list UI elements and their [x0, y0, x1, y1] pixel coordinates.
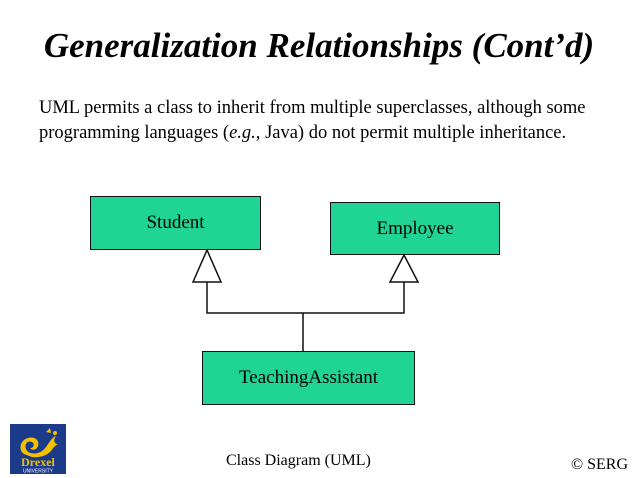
footer-caption: Class Diagram (UML): [226, 452, 371, 469]
connector-student: [207, 282, 303, 313]
connector-employee: [303, 282, 404, 313]
drexel-logo: [10, 424, 66, 474]
body-text-emphasis: e.g.,: [229, 123, 261, 143]
logo-wordmark: Drexel: [21, 455, 55, 469]
class-student[interactable]: [90, 196, 261, 250]
logo-subtitle: UNIVERSITY: [22, 468, 54, 474]
class-employee[interactable]: [330, 202, 500, 255]
class-student-label: Student: [146, 212, 205, 233]
body-text-part2: Java) do not permit multiple inheritance.: [260, 123, 567, 143]
generalization-arrowhead-student: [193, 250, 221, 282]
footer-copyright: © SERG: [570, 456, 628, 473]
class-teaching-assistant-label: TeachingAssistant: [238, 367, 379, 388]
class-teaching-assistant[interactable]: [202, 351, 415, 405]
slide-title: Generalization Relationships (Cont’d): [43, 26, 595, 65]
generalization-arrowhead-employee: [390, 255, 418, 282]
class-employee-label: Employee: [376, 217, 454, 239]
generalization-lines: [207, 282, 404, 351]
body-text-part1: UML permits a class to inherit from multiple superclasses, although some programming languages (: [39, 98, 586, 143]
